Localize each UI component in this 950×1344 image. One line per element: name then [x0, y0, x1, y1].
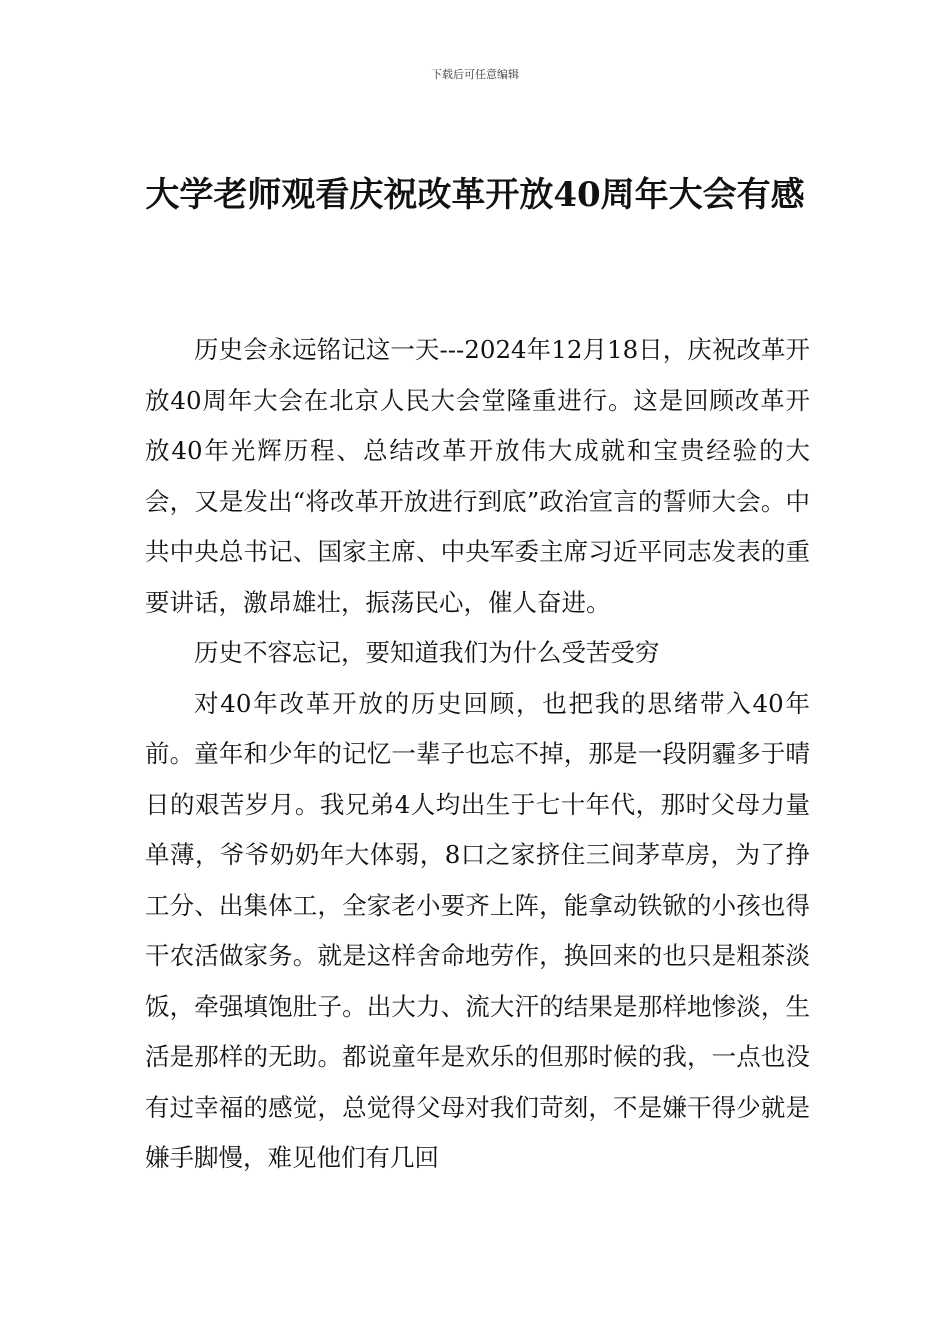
- paragraph-subheading: 历史不容忘记，要知道我们为什么受苦受穷: [194, 638, 660, 667]
- paragraph: 历史会永远铭记这一天---2024年12月18日，庆祝改革开放40周年大会在北京人民大会堂隆重进行。这是回顾改革开放40年光辉历程、总结改革开放伟大成就和宝贵经验的大会，又是发出“将改革开放进行到底”政治宣言的誓师大会。中共中央总书记、国家主席、中央军委主席习近平同志发表的重要讲话，激昂雄壮，振荡民心，催人奋进。: [145, 335, 810, 617]
- header-note: 下载后可任意编辑: [431, 68, 519, 81]
- paragraph: 对40年改革开放的历史回顾，也把我的思绪带入40年前。童年和少年的记忆一辈子也忘不掉，那是一段阴霾多于晴日的艰苦岁月。我兄弟4人均出生于七十年代，那时父母力量单薄，爷爷奶奶年大体弱，8口之家挤住三间茅草房，为了挣工分、出集体工，全家老小要齐上阵，能拿动铁锨的小孩也得干农活做家务。就是这样舍命地劳作，换回来的也只是粗茶淡饭，牵强填饱肚子。出大力、流大汗的结果是那样地惨淡，生活是那样的无助。都说童年是欢乐的但那时候的我，一点也没有过幸福的感觉，总觉得父母对我们苛刻，不是嫌干得少就是嫌手脚慢，难见他们有几回: [145, 688, 810, 1172]
- document-body: [145, 325, 810, 1184]
- document-title: 大学老师观看庆祝改革开放40周年大会有感: [145, 175, 805, 215]
